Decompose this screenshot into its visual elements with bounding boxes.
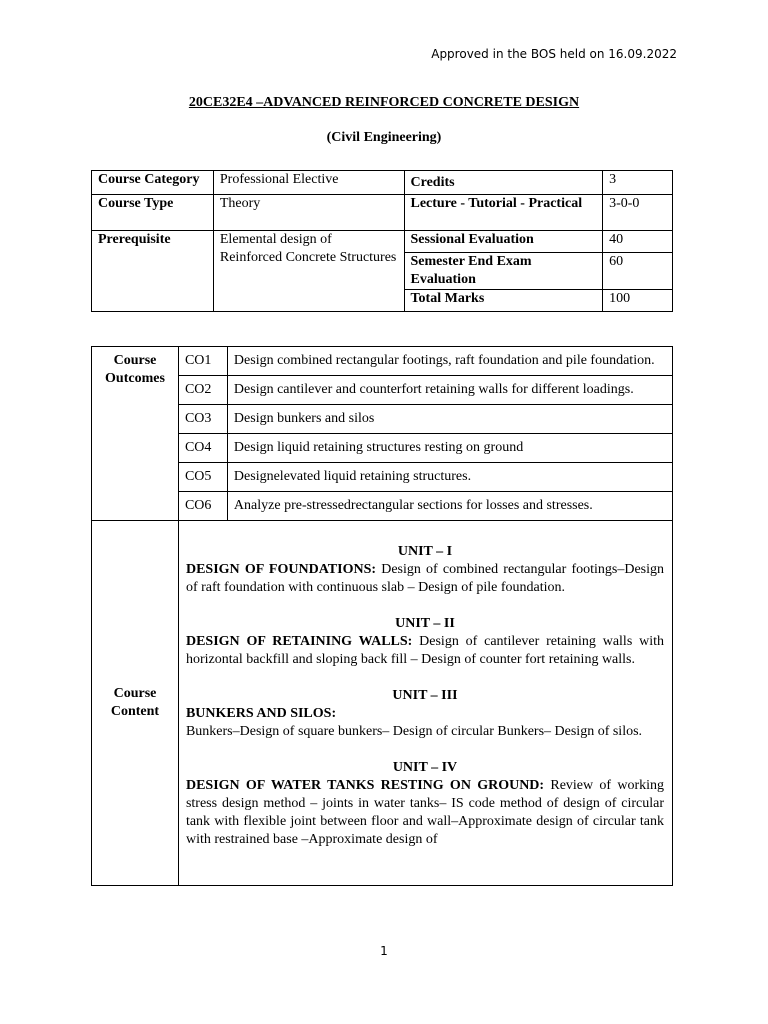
outcome-row (92, 405, 673, 434)
sessional-label: Sessional Evaluation (404, 231, 603, 253)
total-value: 100 (603, 290, 673, 312)
category-value: Professional Elective (213, 171, 404, 195)
unit-3 (186, 687, 664, 741)
unit-2 (186, 615, 664, 669)
outcomes-content-table (91, 346, 673, 886)
outcome-row (92, 434, 673, 463)
unit-title: UNIT – I (397, 544, 453, 559)
outcome-code: CO1 (178, 347, 227, 376)
outcome-row (92, 347, 673, 376)
outcome-text: Design combined rectangular footings, raft foundation and pile foundation. (227, 347, 672, 376)
type-label: Course Type (92, 195, 214, 231)
unit-title: UNIT – III (392, 688, 458, 703)
prerequisite-label: Prerequisite (92, 231, 214, 312)
ltp-value: 3-0-0 (603, 195, 673, 231)
outcome-code: CO4 (178, 434, 227, 463)
course-title: 20CE32E4 –ADVANCED REINFORCED CONCRETE DESIGN (188, 95, 580, 110)
credits-value: 3 (603, 171, 673, 195)
outcome-text: Design liquid retaining structures resting on ground (227, 434, 672, 463)
semester-label: Semester End Exam Evaluation (404, 253, 603, 290)
unit-body: Design of combined rectangular footings–Design of raft foundation with continuous slab – Design of pile foundation. (185, 562, 664, 595)
outcome-text: Analyze pre-stressedrectangular sections for losses and stresses. (227, 492, 672, 521)
unit-heading: BUNKERS AND SILOS: (185, 706, 337, 721)
page-number: 1 (380, 944, 388, 958)
outcomes-label: Course Outcomes (92, 347, 179, 521)
course-content (178, 521, 672, 886)
outcome-text: Design bunkers and silos (227, 405, 672, 434)
unit-heading: DESIGN OF RETAINING WALLS: (185, 634, 413, 649)
outcome-code: CO3 (178, 405, 227, 434)
sessional-value: 40 (603, 231, 673, 253)
outcome-row (92, 492, 673, 521)
unit-heading: DESIGN OF FOUNDATIONS: (185, 562, 377, 577)
outcome-text: Design cantilever and counterfort retaining walls for different loadings. (227, 376, 672, 405)
outcome-code: CO5 (178, 463, 227, 492)
unit-body: Bunkers–Design of square bunkers– Design of circular Bunkers– Design of silos. (185, 724, 643, 739)
outcome-code: CO2 (178, 376, 227, 405)
unit-body: Review of working stress design method – joints in water tanks– IS code method of design of circular tank with flexible joint between floor and wall–Approximate design of circular tank with restrained base –Approximate design of (185, 778, 664, 847)
unit-body: Design of cantilever retaining walls with horizontal backfill and sloping back fill – Design of counter fort retaining walls. (185, 634, 664, 667)
unit-4 (186, 759, 664, 849)
unit-heading: DESIGN OF WATER TANKS RESTING ON GROUND: (185, 778, 545, 793)
outcome-row (92, 376, 673, 405)
course-info-table (91, 170, 673, 312)
unit-1 (186, 543, 664, 597)
department-subtitle: (Civil Engineering) (326, 130, 442, 145)
outcome-row (92, 463, 673, 492)
content-label: Course Content (92, 521, 179, 886)
unit-title: UNIT – II (395, 616, 455, 631)
type-value: Theory (213, 195, 404, 231)
semester-value: 60 (603, 253, 673, 290)
unit-title: UNIT – IV (392, 760, 458, 775)
category-label: Course Category (92, 171, 214, 195)
outcome-code: CO6 (178, 492, 227, 521)
prerequisite-value: Elemental design of Reinforced Concrete Structures (213, 231, 404, 312)
credits-label: Credits (404, 171, 603, 195)
ltp-label: Lecture - Tutorial - Practical (404, 195, 603, 231)
total-label: Total Marks (404, 290, 603, 312)
outcome-text: Designelevated liquid retaining structures. (227, 463, 672, 492)
approval-note: Approved in the BOS held on 16.09.2022 (431, 47, 677, 61)
